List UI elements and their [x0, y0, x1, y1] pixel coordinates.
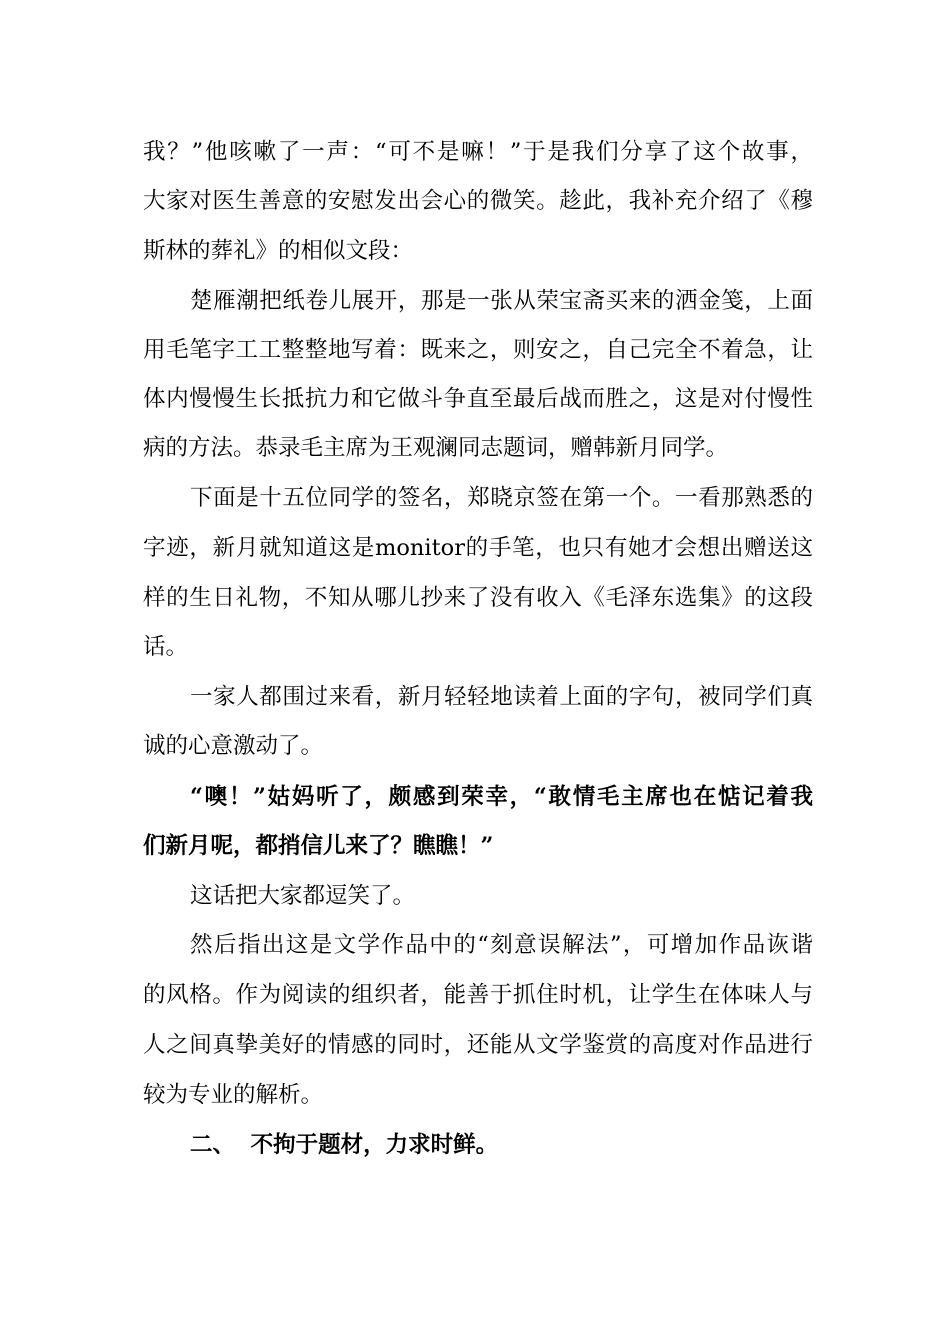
- text-line: 人之间真挚美好的情感的同时，还能从文学鉴赏的高度对作品进行: [143, 1032, 813, 1058]
- text-line: “噢！”姑妈听了，颇感到荣幸，“敢情毛主席也在惦记着我: [190, 784, 813, 810]
- text-line: 楚雁潮把纸卷儿展开，那是一张从荣宝斋买来的洒金笺，上面: [190, 288, 813, 314]
- text-line: 用毛笔字工工整整地写着：既来之，则安之，自己完全不着急，让: [143, 337, 813, 363]
- text-line: 斯林的葬礼》的相似文段：: [143, 238, 414, 264]
- text-line: 话。: [143, 634, 189, 660]
- text-line: 字迹，新月就知道这是monitor的手笔，也只有她才会想出赠送这: [143, 535, 813, 561]
- text-line: 诚的心意激动了。: [143, 733, 324, 759]
- text-line: 的风格。作为阅读的组织者，能善于抓住时机，让学生在体味人与: [143, 982, 813, 1008]
- text-line: 然后指出这是文学作品中的“刻意误解法”，可增加作品诙谐: [190, 932, 813, 958]
- text-line: 下面是十五位同学的签名，郑晓京签在第一个。一看那熟悉的: [190, 485, 813, 511]
- text-line: 病的方法。恭录毛主席为王观澜同志题词，赠韩新月同学。: [143, 435, 729, 461]
- text-line: 体内慢慢生长抵抗力和它做斗争直至最后战而胜之，这是对付慢性: [143, 386, 813, 412]
- section-heading: 二、 不拘于题材，力求时鲜。: [190, 1132, 499, 1158]
- text-line: 一家人都围过来看，新月轻轻地读着上面的字句，被同学们真: [190, 684, 813, 710]
- text-line: 样的生日礼物，不知从哪儿抄来了没有收入《毛泽东选集》的这段: [143, 585, 813, 611]
- text-line: 们新月呢，都捎信儿来了？瞧瞧！”: [143, 833, 494, 859]
- text-line: 这话把大家都逗笑了。: [190, 883, 416, 909]
- text-line: 较为专业的解析。: [143, 1082, 324, 1108]
- text-line: 大家对医生善意的安慰发出会心的微笑。趁此，我补充介绍了《穆: [143, 188, 813, 214]
- text-line: 我？”他咳嗽了一声：“可不是嘛！”于是我们分享了这个故事，: [143, 139, 813, 165]
